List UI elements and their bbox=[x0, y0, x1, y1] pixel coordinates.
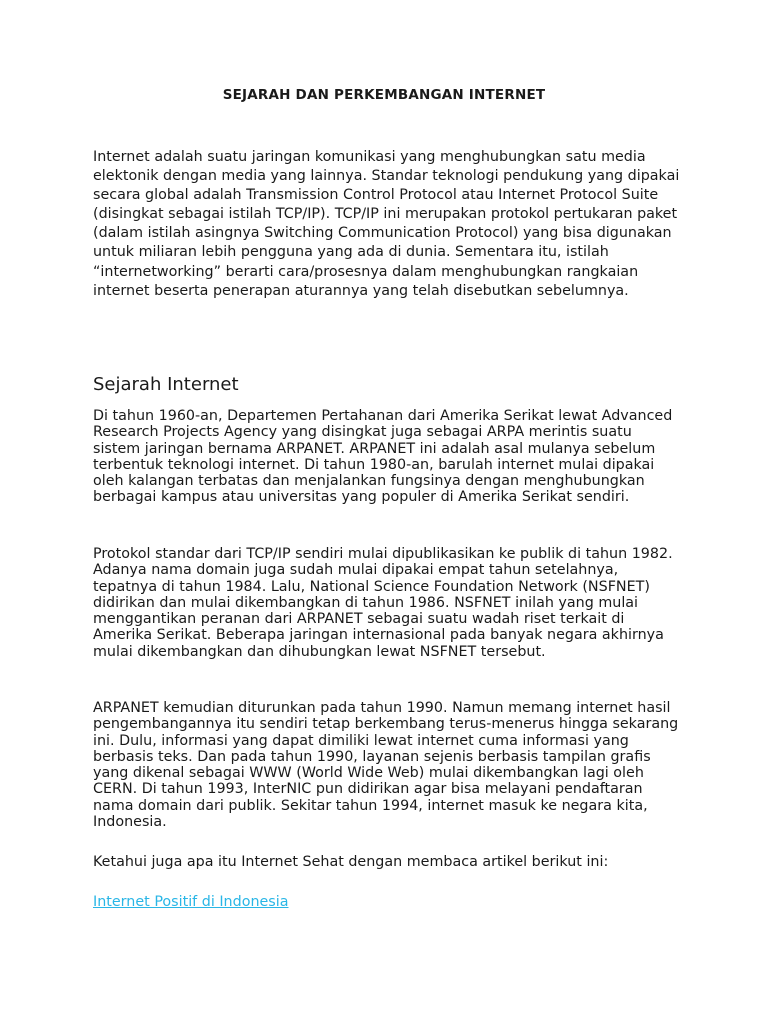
internet-positif-link[interactable]: Internet Positif di Indonesia bbox=[93, 894, 289, 910]
intro-paragraph: Internet adalah suatu jaringan komunikasi yang menghubungkan satu media elektonik dengan media yang lainnya. Standar teknologi pendukung yang dipakai secara global adalah Transmission Control Protocol atau Internet Protocol Suite (disingkat sebagai istilah TCP/IP). TCP/IP ini merupakan protokol pertukaran paket (dalam istilah asingnya Switching Communication Protocol) yang bisa digunakan untuk miliaran lebih pengguna yang ada di dunia. Sementara itu, istilah “internetworking” berarti cara/prosesnya dalam menghubungkan rangkaian internet beserta penerapan aturannya yang telah disebutkan sebelumnya. bbox=[93, 149, 680, 299]
section-heading: Sejarah Internet bbox=[93, 374, 239, 395]
history-paragraph-3: ARPANET kemudian diturunkan pada tahun 1990. Namun memang internet hasil pengembangannya itu sendiri tetap berkembang terus-menerus hingga sekarang ini. Dulu, informasi yang dapat dimiliki lewat internet cuma informasi yang berbasis teks. Dan pada tahun 1990, layanan sejenis berbasis tampilan grafis yang dikenal sebagai WWW (World Wide Web) mulai dikembangkan lagi oleh CERN. Di tahun 1993, InterNIC pun didirikan agar bisa melayani pendaftaran nama domain dari publik. Sekitar tahun 1994, internet masuk ke negara kita, Indonesia. bbox=[93, 700, 679, 831]
history-paragraph-2: Protokol standar dari TCP/IP sendiri mulai dipublikasikan ke publik di tahun 1982. Adanya nama domain juga sudah mulai dipakai empat tahun setelahnya, tepatnya di tahun 1984. Lalu, National Science Foundation Network (NSFNET) didirikan dan mulai dikembangkan di tahun 1986. NSFNET inilah yang mulai menggantikan peranan dari ARPANET sebagai suatu wadah riset terkait di Amerika Serikat. Beberapa jaringan internasional pada banyak negara akhirnya mulai dikembangkan dan dihubungkan lewat NSFNET tersebut. bbox=[93, 546, 673, 660]
read-more-paragraph: Ketahui juga apa itu Internet Sehat dengan membaca artikel berikut ini: bbox=[93, 854, 609, 870]
history-paragraph-1: Di tahun 1960-an, Departemen Pertahanan dari Amerika Serikat lewat Advanced Research Projects Agency yang disingkat juga sebagai ARPA merintis suatu sistem jaringan bernama ARPANET. ARPANET ini adalah asal mulanya sebelum terbentuk teknologi internet. Di tahun 1980-an, barulah internet mulai dipakai oleh kalangan terbatas dan menjalankan fungsinya dengan menghubungkan berbagai kampus atau universitas yang populer di Amerika Serikat sendiri. bbox=[93, 408, 673, 506]
document-title: SEJARAH DAN PERKEMBANGAN INTERNET bbox=[222, 87, 546, 103]
